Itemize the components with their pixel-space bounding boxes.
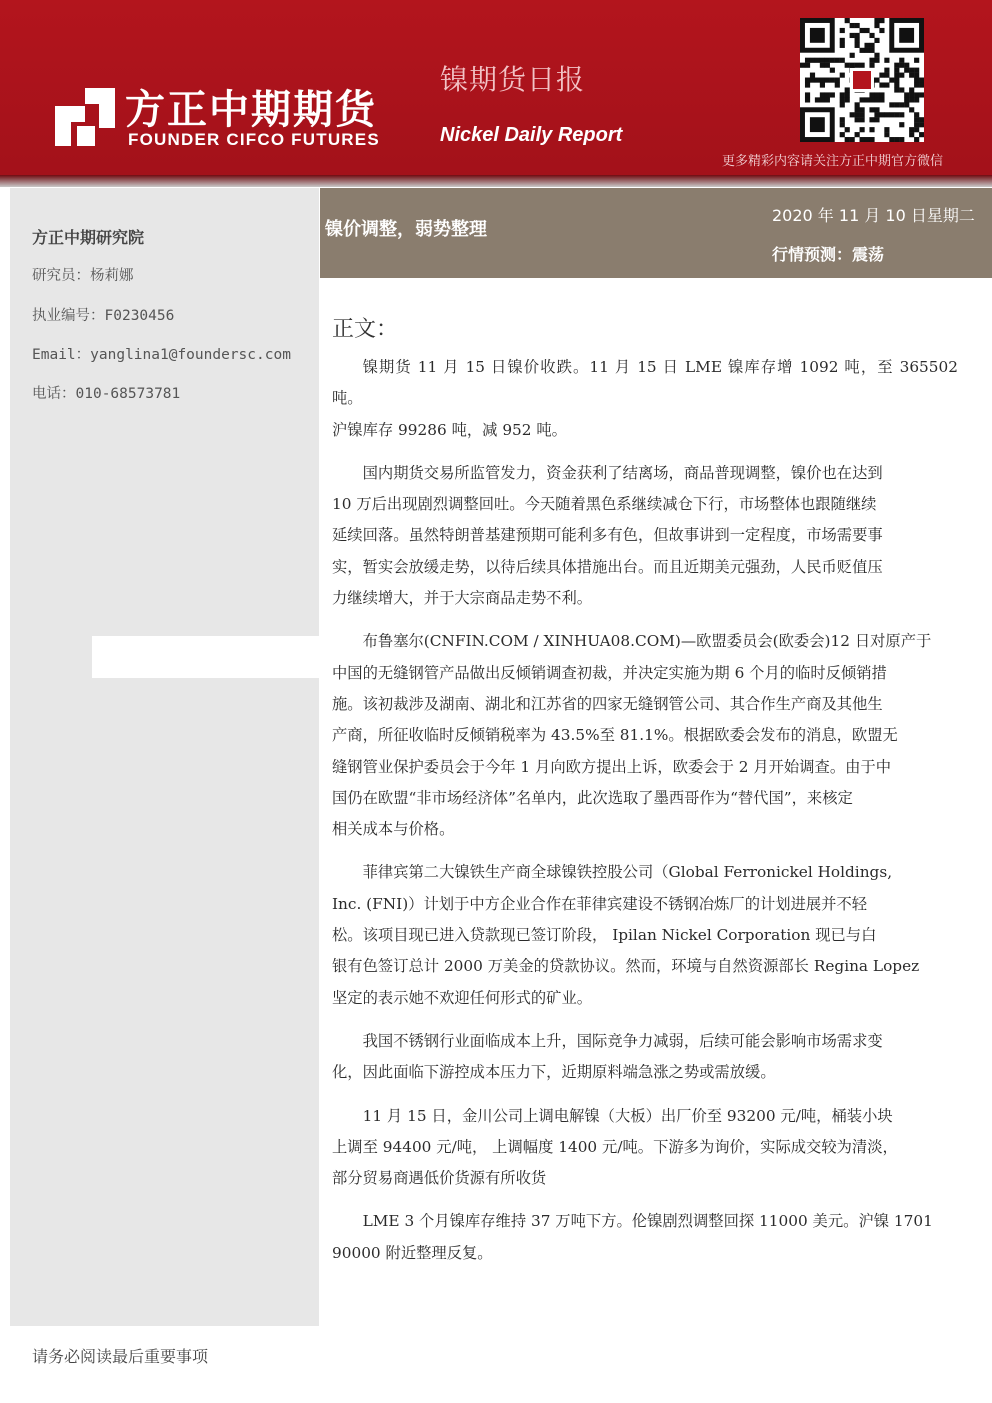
body-paragraph: 11 月 15 日，金川公司上调电解镍（大板）出厂价至 93200 元/吨，桶装小块 上调至 94400 元/吨， 上调幅度 1400 元/吨。下游多为询价，实际成交较为清淡， 部分贸易商遇低价货源有所收货 — [332, 1106, 898, 1188]
brand-name-en: FOUNDER CIFCO FUTURES — [128, 130, 380, 149]
body-paragraph: 布鲁塞尔(CNFIN.COM / XINHUA08.COM)—欧盟委员会(欧委会)12 日对原产于 中国的无缝钢管产品做出反倾销调查初裁，并决定实施为期 6 个月的临时反倾销措 施。该初裁涉及湖南、湖北和江苏省的四家无缝钢管公司、其合作生产商及其他生 产商，所征收临时反倾销税率为 43.5%至 81.1%。根据欧委会发布的消息，欧盟无 缝钢管业保护委员会于今年 1 月向欧方提出上诉，欧委会于 2 月开始调查。由于中 国仍在欧盟“非市场经济体”名单内，此次选取了墨西哥作为“替代国”，来核定 相关成本与价格。 — [332, 632, 932, 839]
email-address[interactable]: Email：yanglina1@foundersc.com — [32, 347, 291, 363]
research-institute: 方正中期研究院 — [32, 228, 145, 247]
body-paragraph: 菲律宾第二大镍铁生产商全球镍铁控股公司（Global Ferronickel Holdings, Inc. (FNI)）计划于中方企业合作在菲律宾建设不锈钢冶炼厂的计划进展并不轻 松。该项目现已进入贷款现已签订阶段， Ipilan Nickel Corporation 现已与白 银有色签订总计 2000 万美金的贷款协议。然而，环境与自然资源部长 Regina Lopez 坚定的表示她不欢迎任何形式的矿业。 — [332, 863, 920, 1007]
report-body — [332, 352, 958, 1281]
body-paragraph: LME 3 个月镍库存维持 37 万吨下方。伦镍剧烈调整回探 11000 美元。沪镍 1701 90000 附近整理反复。 — [332, 1212, 933, 1262]
report-title-en: Nickel Daily Report — [440, 124, 623, 146]
wechat-qr-code-icon — [800, 18, 924, 142]
license-number: 执业编号：F0230456 — [32, 308, 175, 324]
disclaimer-note: 请务必阅读最后重要事项 — [32, 1347, 209, 1366]
section-title: 正文： — [332, 317, 399, 342]
headline-title: 镍价调整，弱势整理 — [325, 219, 487, 240]
report-title-cn: 镍期货日报 — [440, 63, 586, 96]
researcher-name: 研究员：杨莉娜 — [32, 268, 134, 284]
body-paragraph: 镍期货 11 月 15 日镍价收跌。11 月 15 日 LME 镍库存增 1092 吨，至 365502 吨。 沪镍库存 99286 吨，减 952 吨。 — [332, 358, 958, 439]
sidebar-divider-block — [92, 636, 319, 678]
body-paragraph: 国内期货交易所监管发力，资金获利了结离场，商品普现调整，镍价也在达到 10 万后出现剧烈调整回吐。今天随着黑色系继续减仓下行，市场整体也跟随继续 延续回落。虽然特朗普基建预期可能利多有色，但故事讲到一定程度，市场需要事 实，暂实会放缓走势，以待后续具体措施出台。而且近期美元强劲，人民币贬值压 力继续增大，并于大宗商品走势不利。 — [332, 463, 883, 608]
body-paragraph: 我国不锈钢行业面临成本上升，国际竞争力减弱，后续可能会影响市场需求变 化，因此面临下游控成本压力下，近期原料端急涨之势或需放缓。 — [332, 1031, 883, 1082]
brand-name-cn: 方正中期期货 — [125, 87, 377, 133]
header-divider — [0, 175, 992, 187]
report-date: 2020 年 11 月 10 日星期二 — [772, 206, 975, 225]
qr-caption: 更多精彩内容请关注方正中期官方微信 — [722, 154, 944, 169]
founder-logo-icon — [55, 88, 115, 146]
market-forecast: 行情预测：震荡 — [772, 245, 885, 264]
phone-number: 电话：010-68573781 — [32, 386, 181, 402]
